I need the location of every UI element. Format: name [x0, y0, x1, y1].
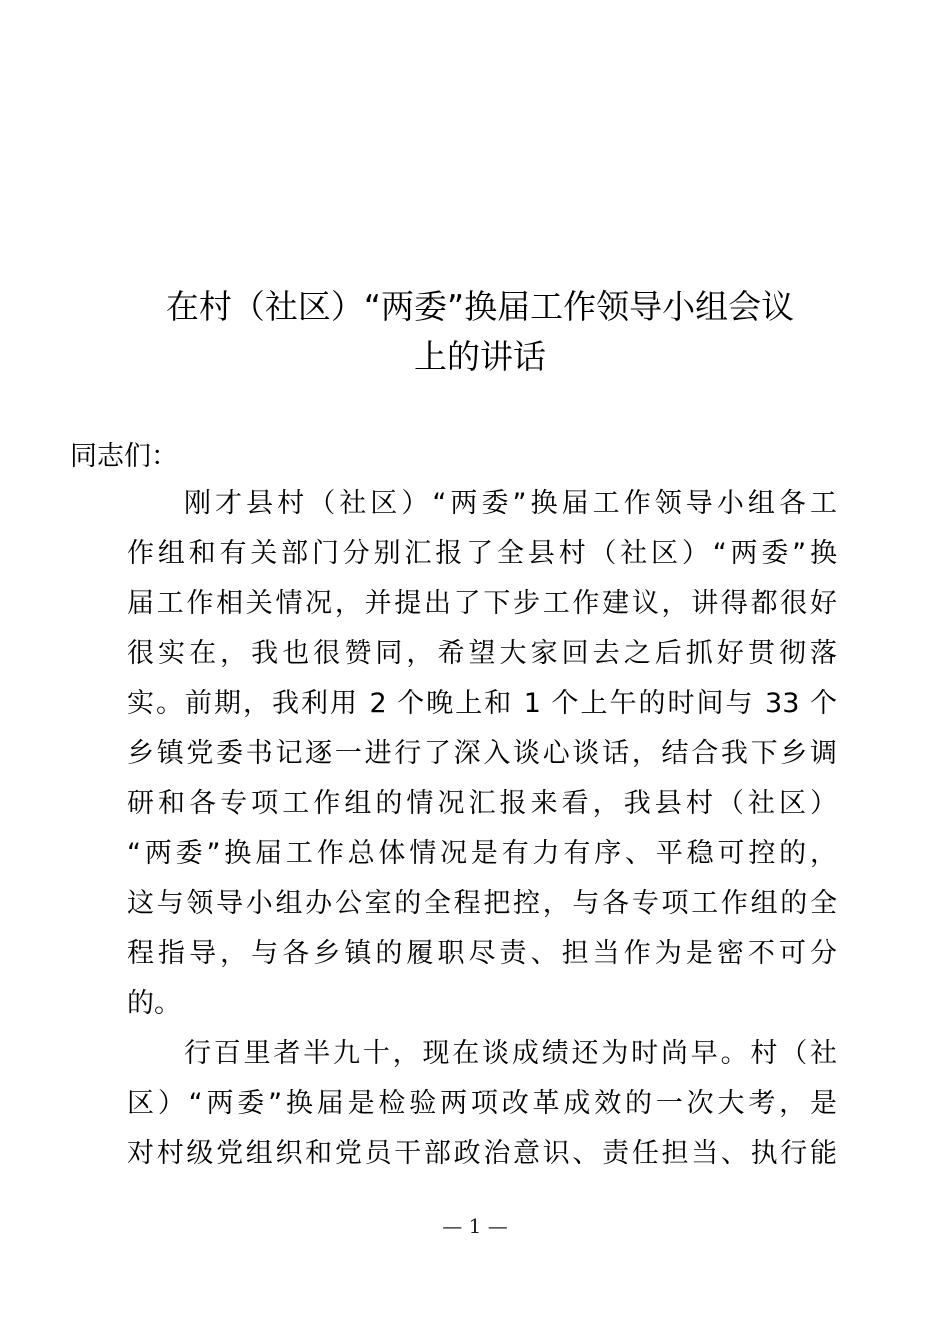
title-line-1: 在村（社区）“两委”换届工作领导小组会议 [165, 287, 795, 326]
salutation: 同志们： [70, 441, 178, 472]
paragraph-line: 研和各专项工作组的情况汇报来看，我县村（社区） [127, 788, 837, 819]
paragraph-line: 实。前期，我利用 2 个晚上和 1 个上午的时间与 33 个 [127, 688, 837, 719]
paragraph-line: 程指导，与各乡镇的履职尽责、担当作为是密不可分 [127, 938, 837, 969]
paragraph-line: “两委”换届工作总体情况是有力有序、平稳可控的， [127, 838, 837, 869]
page-number: — 1 — [442, 1214, 508, 1238]
paragraph-line: 刚才县村（社区）“两委”换届工作领导小组各工 [184, 488, 837, 519]
title-line-2: 上的讲话 [414, 337, 546, 376]
paragraph-line: 区）“两委”换届是检验两项改革成效的一次大考，是 [127, 1088, 837, 1119]
paragraph-line: 的。 [127, 988, 181, 1019]
paragraph-1 [127, 479, 837, 1029]
paragraph-line: 乡镇党委书记逐一进行了深入谈心谈话，结合我下乡调 [127, 738, 837, 769]
paragraph-line: 届工作相关情况，并提出了下步工作建议，讲得都很好 [127, 588, 837, 619]
paragraph-line: 作组和有关部门分别汇报了全县村（社区）“两委”换 [127, 538, 837, 569]
paragraph-line: 对村级党组织和党员干部政治意识、责任担当、执行能 [127, 1138, 837, 1169]
paragraph-line: 行百里者半九十，现在谈成绩还为时尚早。村（社 [184, 1038, 837, 1069]
paragraph-2 [127, 1029, 837, 1179]
document-body [127, 479, 837, 1179]
paragraph-line: 这与领导小组办公室的全程把控，与各专项工作组的全 [127, 888, 837, 919]
paragraph-line: 很实在，我也很赞同，希望大家回去之后抓好贯彻落 [127, 638, 837, 669]
document-title [100, 282, 860, 382]
